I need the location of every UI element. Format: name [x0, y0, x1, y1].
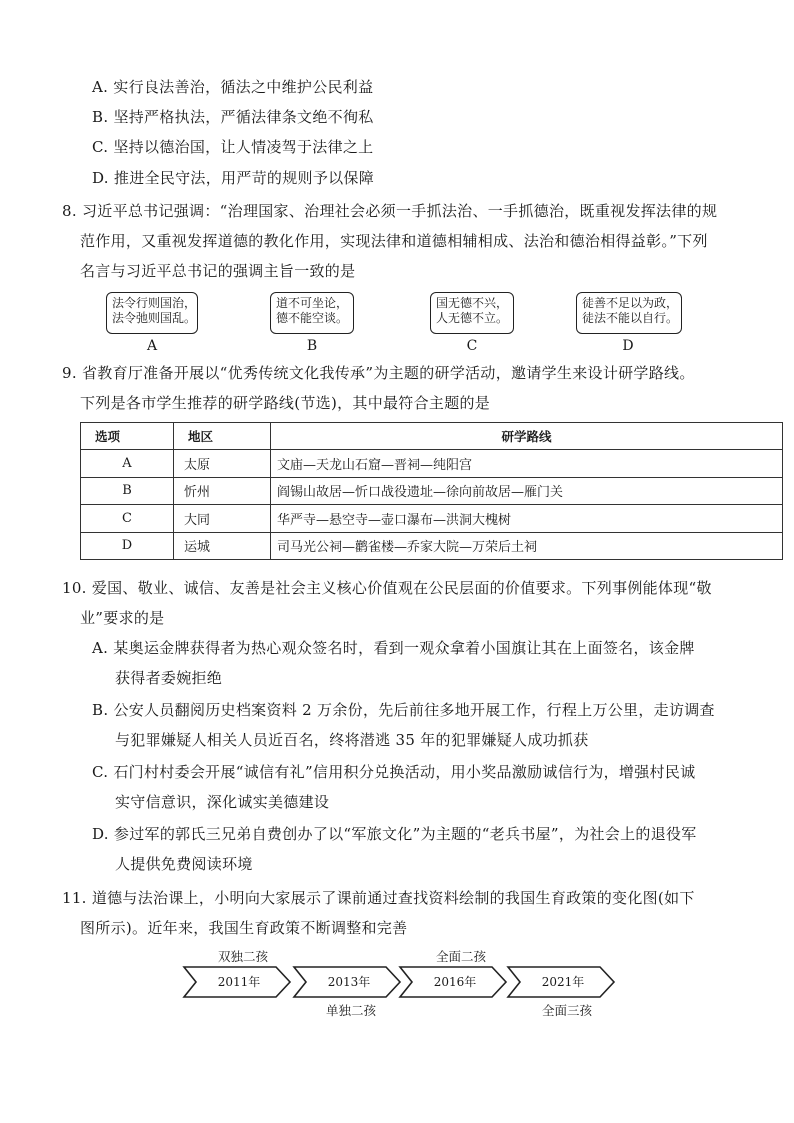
q8-quote-a-line2: 法令弛则国乱。 [112, 311, 197, 325]
table-cell-option: D [81, 532, 174, 560]
timeline-year-2016: 2016年 [433, 975, 477, 989]
table-row [81, 532, 783, 560]
q8-quote-box-d [576, 292, 682, 334]
timeline-year-2011: 2011年 [217, 975, 261, 989]
q8-quote-a-line1: 法令行则国治， [112, 296, 197, 310]
timeline-arrows [180, 964, 620, 1000]
q10-option-d-line2: 人提供免费阅读环境 [115, 855, 253, 873]
q10-stem-line-2: 业”要求的是 [80, 609, 165, 627]
q8-stem-line-1: 8. 习近平总书记强调：“治理国家、治理社会必须一手抓法治、一手抓德治，既重视发挥法律的规 [62, 202, 718, 220]
q8-label-b: B [306, 338, 318, 354]
table-cell-option: A [81, 450, 174, 478]
route-table [80, 422, 783, 560]
q10-option-c-line2: 实守信意识，深化诚实美德建设 [115, 793, 330, 811]
q7-option-c: C. 坚持以德治国，让人情凌驾于法律之上 [92, 138, 374, 156]
q10-option-a-line1: A. 某奥运金牌获得者为热心观众签名时，看到一观众拿着小国旗让其在上面签名，该金牌 [92, 639, 695, 657]
q8-label-a: A [146, 338, 158, 354]
q10-option-a-line2: 获得者委婉拒绝 [115, 669, 223, 687]
table-cell-region: 大同 [174, 505, 271, 533]
q8-stem-line-3: 名言与习近平总书记的强调主旨一致的是 [80, 262, 356, 280]
q8-label-c: C [466, 338, 478, 354]
table-header-option: 选项 [81, 423, 174, 450]
table-cell-route: 阎锡山故居—忻口战役遗址—徐向前故居—雁门关 [271, 477, 783, 505]
table-cell-region: 忻州 [174, 477, 271, 505]
timeline-year-2021: 2021年 [541, 975, 585, 989]
timeline-year-2013: 2013年 [327, 975, 371, 989]
q10-option-b-line2: 与犯罪嫌疑人相关人员近百名，终将潜逃 35 年的犯罪嫌疑人成功抓获 [115, 731, 589, 749]
q7-option-b: B. 坚持严格执法，严循法律条文绝不徇私 [92, 108, 374, 126]
q10-option-b-line1: B. 公安人员翻阅历史档案资料 2 万余份，先后前往多地开展工作，行程上万公里，走访调查 [92, 701, 715, 719]
table-cell-option: C [81, 505, 174, 533]
q10-option-d-line1: D. 参过军的郭氏三兄弟自费创办了以“军旅文化”为主题的“老兵书屋”，为社会上的退役军 [92, 825, 697, 843]
table-cell-option: B [81, 477, 174, 505]
timeline-label-universal-two-child: 全面二孩 [436, 949, 487, 964]
q9-stem-line-2: 下列是各市学生推荐的研学路线(节选)，其中最符合主题的是 [80, 394, 491, 412]
q11-stem-line-2: 图所示)。近年来，我国生育政策不断调整和完善 [80, 919, 408, 937]
table-header-row [81, 423, 783, 450]
q8-quote-box-a [106, 292, 198, 334]
q10-stem-line-1: 10. 爱国、敬业、诚信、友善是社会主义核心价值观在公民层面的价值要求。下列事例能体现“敬 [62, 579, 712, 597]
q10-option-c-line1: C. 石门村村委会开展“诚信有礼”信用积分兑换活动，用小奖品激励诚信行为，增强村民诚 [92, 763, 696, 781]
table-header-route: 研学路线 [271, 423, 783, 450]
table-cell-route: 文庙—天龙山石窟—晋祠—纯阳宫 [271, 450, 783, 478]
timeline-label-universal-three-child: 全面三孩 [542, 1003, 593, 1018]
timeline-label-single-only-child: 单独二孩 [326, 1003, 377, 1018]
q8-quote-c-line2: 人无德不立。 [436, 311, 509, 325]
q7-option-d: D. 推进全民守法，用严苛的规则予以保障 [92, 169, 375, 187]
table-cell-region: 运城 [174, 532, 271, 560]
q11-stem-line-1: 11. 道德与法治课上，小明向大家展示了课前通过查找资料绘制的我国生育政策的变化图(如下 [62, 889, 695, 907]
q9-stem-line-1: 9. 省教育厅准备开展以“优秀传统文化我传承”为主题的研学活动，邀请学生来设计研学路线。 [62, 364, 695, 382]
q8-stem-line-2: 范作用，又重视发挥道德的教化作用，实现法律和道德相辅相成、法治和德治相得益彰。”下列 [80, 232, 708, 250]
table-cell-region: 太原 [174, 450, 271, 478]
table-row [81, 505, 783, 533]
table-row [81, 450, 783, 478]
q8-quote-box-b [270, 292, 354, 334]
table-header-region: 地区 [174, 423, 271, 450]
q8-quote-b-line2: 德不能空谈。 [276, 311, 349, 325]
table-row [81, 477, 783, 505]
timeline-label-double-only-child: 双独二孩 [218, 949, 269, 964]
q8-label-d: D [622, 338, 634, 354]
q8-quote-d-line2: 徒法不能以自行。 [582, 311, 679, 325]
q8-quote-box-c [430, 292, 514, 334]
table-cell-route: 司马光公祠—鹳雀楼—乔家大院—万荣后土祠 [271, 532, 783, 560]
q8-quote-b-line1: 道不可坐论， [276, 296, 349, 310]
q7-option-a: A. 实行良法善治，循法之中维护公民利益 [92, 78, 374, 96]
table-cell-route: 华严寺—悬空寺—壶口瀑布—洪洞大槐树 [271, 505, 783, 533]
q8-quote-d-line1: 徒善不足以为政， [582, 296, 679, 310]
q8-quote-c-line1: 国无德不兴， [436, 296, 509, 310]
